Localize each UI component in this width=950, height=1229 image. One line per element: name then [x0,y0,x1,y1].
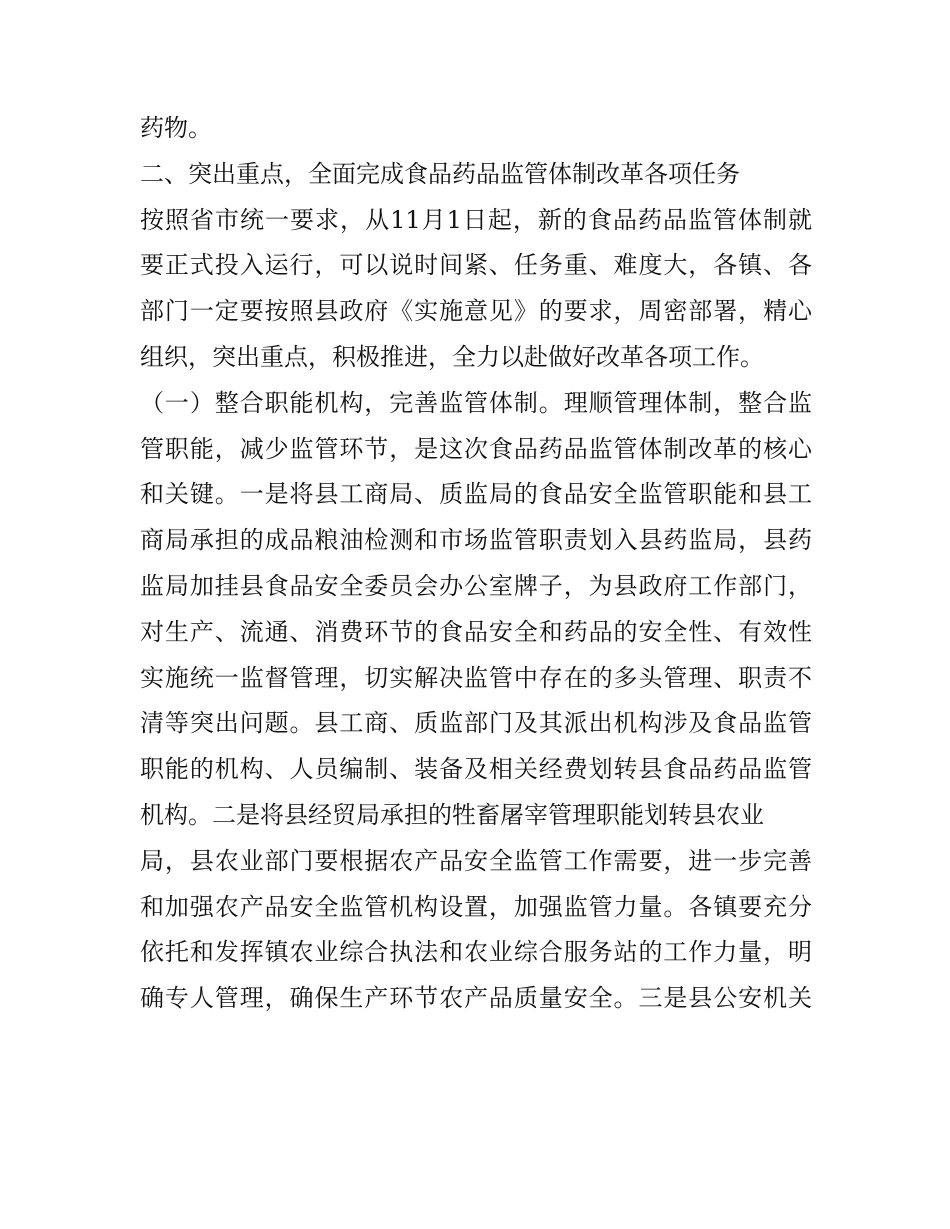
text-line: 商局承担的成品粮油检测和市场监管职责划入县药监局，县药 [140,526,812,555]
text-line: 确专人管理，确保生产环节农产品质量安全。三是县公安机关 [140,984,812,1013]
text-line: 管职能，减少监管环节，是这次食品药品监管体制改革的核心 [140,434,812,463]
section-heading: 二、突出重点，全面完成食品药品监管体制改革各项任务 [140,159,740,188]
text-line: 清等突出问题。县工商、质监部门及其派出机构涉及食品监管 [140,709,812,738]
text-line: 药物。 [140,114,212,142]
text-line: 对生产、流通、消费环节的食品安全和药品的安全性、有效性 [140,617,812,646]
text-line: 和关键。一是将县工商局、质监局的食品安全监管职能和县工 [140,480,812,509]
text-line: 实施统一监督管理，切实解决监管中存在的多头管理、职责不 [140,663,812,692]
text-line: 和加强农产品安全监管机构设置，加强监管力量。各镇要充分 [140,892,812,921]
text-line: 组织，突出重点，积极推进，全力以赴做好改革各项工作。 [140,342,764,371]
text-line: 部门一定要按照县政府《实施意见》的要求，周密部署，精心 [140,297,812,326]
subsection-line: （一）整合职能机构，完善监管体制。理顺管理体制，整合监 [140,388,812,417]
text-line: 依托和发挥镇农业综合执法和农业综合服务站的工作力量，明 [140,938,812,967]
text-line: 按照省市统一要求，从11月1日起，新的食品药品监管体制就 [140,205,812,234]
text-line: 机构。二是将县经贸局承担的牲畜屠宰管理职能划转县农业 [140,800,764,829]
body-text [140,110,812,1026]
text-line: 监局加挂县食品安全委员会办公室牌子，为县政府工作部门， [140,571,812,600]
text-line: 职能的机构、人员编制、装备及相关经费划转县食品药品监管 [140,755,812,784]
text-line: 要正式投入运行，可以说时间紧、任务重、难度大，各镇、各 [140,251,812,280]
text-line: 局，县农业部门要根据农产品安全监管工作需要，进一步完善 [140,846,812,875]
